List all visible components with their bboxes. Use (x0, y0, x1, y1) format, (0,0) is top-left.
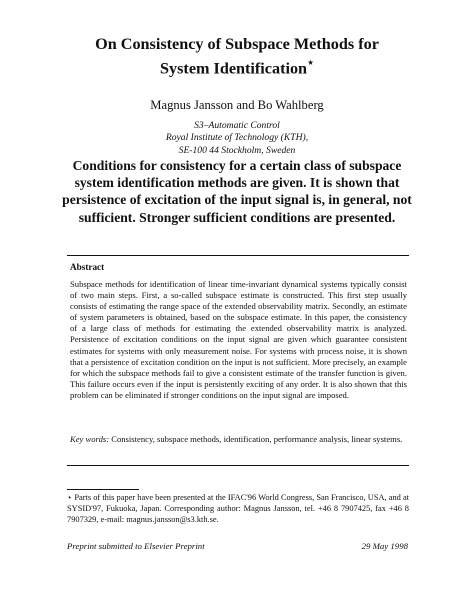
affiliation-line-1: S3–Automatic Control (194, 120, 280, 131)
keywords-label: Key words: (70, 434, 110, 444)
abstract-heading: Abstract (70, 262, 105, 272)
paper-title (40, 34, 434, 78)
title-line-2-text: System Identification (160, 59, 308, 78)
submission-date: 29 May 1998 (361, 541, 408, 551)
footnote-rule (67, 489, 139, 490)
title-line-2 (40, 54, 434, 78)
title-line-1: On Consistency of Subspace Methods for (95, 35, 379, 53)
abstract-body: Subspace methods for identification of linear time-invariant dynamical systems typically consist of two main steps. First, a so-called subspace estimate is constructed. This first step usually consists of estimating the range space of the extended observability matrix. Secondly, an estimate of system parameters is obtained, based on the subspace estimate. In this paper, the consistency of a large class of methods for estimating the extended observability matrix is analyzed. Persistence of excitation conditions on the input signal are given which guarantee consistent estimates for systems with only measurement noise. For systems with process noise, it is shown that a persistence of excitation condition on the input is not sufficient. More precisely, an example for which the subspace methods fail to give a consistent estimate of the transfer function is given. This failure occurs even if the input is persistently exciting of any order. It is also shown that this problem can be eliminated if stronger conditions on the input signal are imposed. (70, 279, 407, 400)
keywords (70, 434, 407, 445)
authors: Magnus Jansson and Bo Wahlberg (150, 98, 324, 112)
affiliation-line-2: Royal Institute of Technology (KTH), (165, 132, 309, 144)
abstract-top-rule (67, 255, 409, 256)
abstract-bottom-rule (67, 465, 409, 466)
summary-statement: Conditions for consistency for a certain class of subspace system identification methods are given. It is shown that persistence of excitation of the input signal is, in general, not sufficient. Stronger sufficient conditions are presented. (62, 158, 412, 225)
footnote-mark: ⋆ (67, 493, 73, 502)
preprint-note: Preprint submitted to Elsevier Preprint (67, 541, 205, 551)
affiliation-line-3: SE-100 44 Stockholm, Sweden (178, 144, 296, 156)
footnote (67, 492, 409, 525)
keywords-text: Consistency, subspace methods, identification, performance analysis, linear systems. (111, 434, 403, 444)
title-footnote-mark: ⋆ (307, 57, 314, 69)
footnote-text: Parts of this paper have been presented at the IFAC'96 World Congress, San Francisco, USA, and at SYSID'97, Fukuoka, Japan. Corresponding author: Magnus Jansson, tel. +46 8 7907425, fax +46 8 7907329, e-mail: magnus.jansson@s3.kth.se. (67, 493, 410, 524)
affiliation (40, 120, 434, 157)
